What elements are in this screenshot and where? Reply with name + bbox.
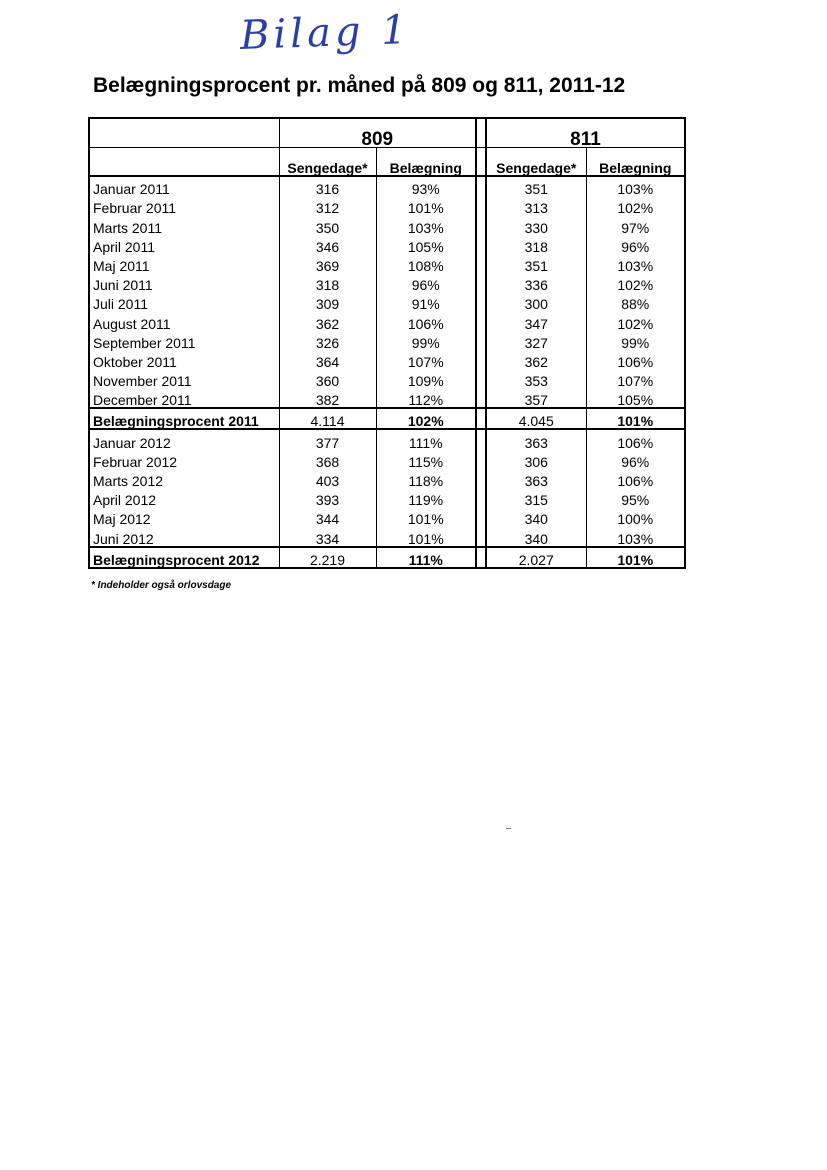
belaegning-811-cell: 101% [586, 547, 685, 568]
table-row [89, 331, 685, 350]
table-row [89, 450, 685, 469]
belaegning-809-cell: 118% [376, 469, 476, 488]
row-label: Belægningsprocent 2012 [89, 547, 279, 568]
row-label: Maj 2012 [89, 507, 279, 526]
column-gap [476, 450, 486, 469]
sengedage-809-cell: 318 [279, 273, 376, 292]
row-label: Juni 2011 [89, 273, 279, 292]
sengedage-811-cell: 351 [486, 254, 586, 273]
row-label: December 2011 [89, 388, 279, 408]
belaegning-809-cell: 109% [376, 369, 476, 388]
table-row [89, 176, 685, 196]
column-gap [476, 507, 486, 526]
row-label: Januar 2012 [89, 429, 279, 449]
belaegning-811-cell: 95% [586, 488, 685, 507]
row-label: Marts 2012 [89, 469, 279, 488]
belaegning-811-cell: 106% [586, 429, 685, 449]
row-label: November 2011 [89, 369, 279, 388]
group-header-809: 809 [279, 118, 476, 148]
belaegning-809-cell: 101% [376, 526, 476, 546]
column-gap [476, 388, 486, 408]
column-gap [476, 254, 486, 273]
belaegning-811-cell: 97% [586, 215, 685, 234]
belaegning-811-cell: 102% [586, 273, 685, 292]
sengedage-809-cell: 312 [279, 196, 376, 215]
sengedage-809-cell: 377 [279, 429, 376, 449]
sengedage-811-cell: 330 [486, 215, 586, 234]
table-row [89, 311, 685, 330]
sengedage-809-cell: 4.114 [279, 408, 376, 429]
belaegning-811-cell: 88% [586, 292, 685, 311]
table-row [89, 469, 685, 488]
sengedage-809-cell: 403 [279, 469, 376, 488]
belaegning-811-cell: 103% [586, 526, 685, 546]
sengedage-809-cell: 369 [279, 254, 376, 273]
table-total-row [89, 408, 685, 429]
sengedage-811-cell: 351 [486, 176, 586, 196]
row-label: Juli 2011 [89, 292, 279, 311]
column-gap [476, 350, 486, 369]
belaegning-811-cell: 105% [586, 388, 685, 408]
row-label: April 2011 [89, 235, 279, 254]
row-label: Marts 2011 [89, 215, 279, 234]
belaegning-811-cell: 103% [586, 176, 685, 196]
belaegning-809-cell: 111% [376, 429, 476, 449]
sengedage-811-cell: 363 [486, 429, 586, 449]
table-total-row [89, 547, 685, 568]
table-row [89, 254, 685, 273]
sengedage-811-cell: 336 [486, 273, 586, 292]
belaegning-809-cell: 115% [376, 450, 476, 469]
header-blank [89, 118, 279, 148]
table-row [89, 429, 685, 449]
column-gap [476, 488, 486, 507]
row-label: Belægningsprocent 2011 [89, 408, 279, 429]
table-row [89, 215, 685, 234]
table-row [89, 369, 685, 388]
table-row [89, 507, 685, 526]
belaegning-809-cell: 99% [376, 331, 476, 350]
sengedage-811-cell: 313 [486, 196, 586, 215]
belaegning-809-cell: 105% [376, 235, 476, 254]
scan-speck [506, 828, 511, 829]
belaegning-811-cell: 106% [586, 350, 685, 369]
sengedage-809-cell: 326 [279, 331, 376, 350]
belaegning-811-cell: 100% [586, 507, 685, 526]
belaegning-809-cell: 91% [376, 292, 476, 311]
column-gap [476, 429, 486, 449]
column-gap [476, 547, 486, 568]
belaegning-811-cell: 99% [586, 331, 685, 350]
belaegning-811-cell: 102% [586, 311, 685, 330]
sengedage-811-cell: 340 [486, 507, 586, 526]
row-label: Februar 2011 [89, 196, 279, 215]
sengedage-811-cell: 362 [486, 350, 586, 369]
belaegning-811-cell: 96% [586, 235, 685, 254]
row-label: August 2011 [89, 311, 279, 330]
column-gap [476, 148, 486, 177]
column-header-belaegning-809: Belægning [376, 148, 476, 177]
column-header-sengedage-811: Sengedage* [486, 148, 586, 177]
sengedage-809-cell: 344 [279, 507, 376, 526]
belaegning-809-cell: 107% [376, 350, 476, 369]
header-blank [89, 148, 279, 177]
column-gap [476, 469, 486, 488]
belaegning-809-cell: 93% [376, 176, 476, 196]
belaegning-811-cell: 102% [586, 196, 685, 215]
table-row [89, 388, 685, 408]
belaegning-809-cell: 96% [376, 273, 476, 292]
sengedage-811-cell: 327 [486, 331, 586, 350]
belaegning-811-cell: 103% [586, 254, 685, 273]
table-row [89, 488, 685, 507]
table-row [89, 526, 685, 546]
sengedage-811-cell: 363 [486, 469, 586, 488]
sengedage-811-cell: 300 [486, 292, 586, 311]
row-label: September 2011 [89, 331, 279, 350]
sengedage-809-cell: 346 [279, 235, 376, 254]
row-label: Februar 2012 [89, 450, 279, 469]
column-gap [476, 369, 486, 388]
footnote: * Indeholder også orlovsdage [91, 580, 232, 591]
column-gap [476, 196, 486, 215]
column-gap [476, 331, 486, 350]
group-header-811: 811 [486, 118, 685, 148]
column-gap [476, 311, 486, 330]
column-header-sengedage-809: Sengedage* [279, 148, 376, 177]
sengedage-809-cell: 382 [279, 388, 376, 408]
sengedage-809-cell: 350 [279, 215, 376, 234]
table-row [89, 235, 685, 254]
sengedage-811-cell: 4.045 [486, 408, 586, 429]
belaegning-809-cell: 103% [376, 215, 476, 234]
sengedage-809-cell: 2.219 [279, 547, 376, 568]
column-gap [476, 235, 486, 254]
belaegning-809-cell: 119% [376, 488, 476, 507]
column-gap [476, 526, 486, 546]
belaegning-811-cell: 101% [586, 408, 685, 429]
belaegning-809-cell: 112% [376, 388, 476, 408]
sengedage-809-cell: 334 [279, 526, 376, 546]
sengedage-811-cell: 315 [486, 488, 586, 507]
belaegning-809-cell: 101% [376, 507, 476, 526]
sengedage-809-cell: 316 [279, 176, 376, 196]
sengedage-809-cell: 393 [279, 488, 376, 507]
row-label: Maj 2011 [89, 254, 279, 273]
sengedage-809-cell: 362 [279, 311, 376, 330]
table-row [89, 273, 685, 292]
handwritten-note: Bilag 1 [239, 7, 412, 59]
sengedage-811-cell: 353 [486, 369, 586, 388]
belaegning-809-cell: 101% [376, 196, 476, 215]
column-gap [476, 273, 486, 292]
sengedage-811-cell: 347 [486, 311, 586, 330]
belaegning-811-cell: 106% [586, 469, 685, 488]
sengedage-811-cell: 340 [486, 526, 586, 546]
table-row [89, 350, 685, 369]
row-label: Oktober 2011 [89, 350, 279, 369]
row-label: Juni 2012 [89, 526, 279, 546]
belaegning-811-cell: 96% [586, 450, 685, 469]
table-body [89, 176, 685, 568]
occupancy-table [88, 117, 686, 569]
sengedage-811-cell: 318 [486, 235, 586, 254]
belaegning-809-cell: 111% [376, 547, 476, 568]
sengedage-809-cell: 360 [279, 369, 376, 388]
table-row [89, 292, 685, 311]
column-gap [476, 408, 486, 429]
column-gap [476, 176, 486, 196]
sengedage-811-cell: 357 [486, 388, 586, 408]
sengedage-811-cell: 2.027 [486, 547, 586, 568]
row-label: April 2012 [89, 488, 279, 507]
row-label: Januar 2011 [89, 176, 279, 196]
belaegning-809-cell: 106% [376, 311, 476, 330]
column-gap [476, 118, 486, 148]
table-row [89, 196, 685, 215]
column-header-belaegning-811: Belægning [586, 148, 685, 177]
belaegning-809-cell: 102% [376, 408, 476, 429]
column-gap [476, 292, 486, 311]
belaegning-809-cell: 108% [376, 254, 476, 273]
belaegning-811-cell: 107% [586, 369, 685, 388]
sengedage-811-cell: 306 [486, 450, 586, 469]
column-gap [476, 215, 486, 234]
page-title: Belægningsprocent pr. måned på 809 og 811, 2011-12 [93, 74, 626, 97]
sengedage-809-cell: 368 [279, 450, 376, 469]
sengedage-809-cell: 364 [279, 350, 376, 369]
sengedage-809-cell: 309 [279, 292, 376, 311]
